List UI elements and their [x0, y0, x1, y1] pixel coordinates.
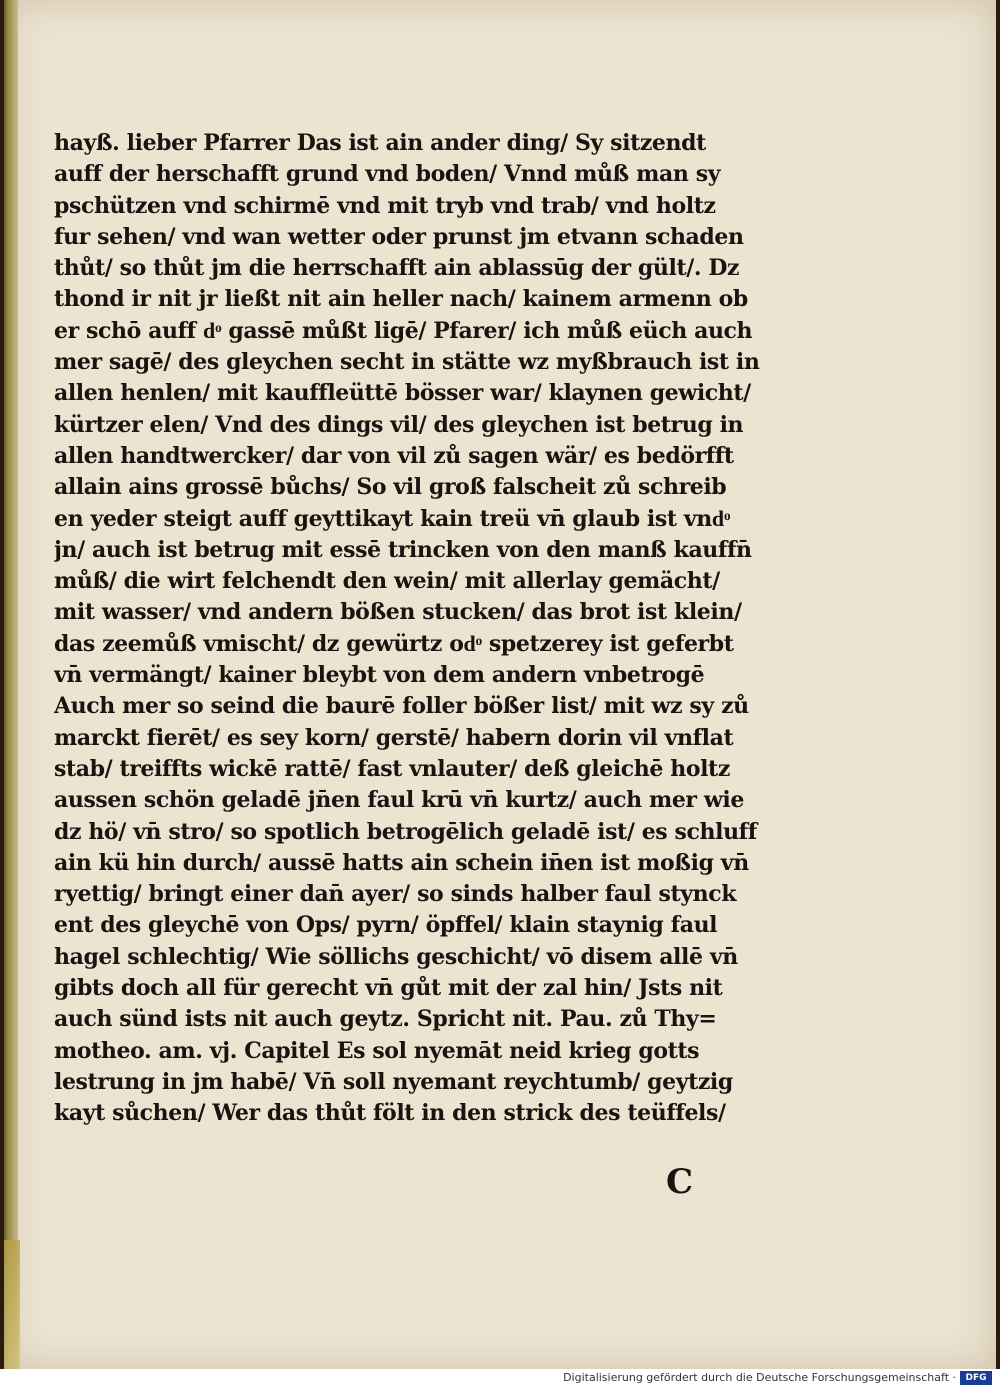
- text-line: kayt sůchen/ Wer das thůt fölt in den strick des teüffels/: [54, 1100, 726, 1127]
- text-line: thond ir nit jr ließt nit ain heller nach/ kainem armenn ob: [54, 286, 748, 313]
- text-line: auff der herschafft grund vnd boden/ Vnnd můß man sy: [54, 161, 721, 188]
- text-line: mit wasser/ vnd andern bößen stucken/ das brot ist klein/: [54, 599, 742, 626]
- text-line: das zeemůß vmischt/ dz gewürtz odͦ spetzerey ist geferbt: [54, 630, 734, 657]
- footer-credit: Digitalisierung gefördert durch die Deutsche Forschungsgemeinschaft ·: [563, 1371, 956, 1384]
- text-line: Auch mer so seind die baurē foller bößer list/ mit wz sy zů: [54, 693, 749, 720]
- text-line: marckt fierēt/ es sey korn/ gerstē/ habern dorin vil vnflat: [54, 724, 734, 751]
- scanned-page: [4, 0, 996, 1369]
- text-line: mer sagē/ des gleychen secht in stätte wz myßbrauch ist in: [54, 349, 760, 376]
- text-line: fur sehen/ vnd wan wetter oder prunst jm etvann schaden: [54, 223, 744, 250]
- text-line: thůt/ so thůt jm die herrschafft ain ablassūg der gült/. Dz: [54, 255, 740, 282]
- signature-mark: C: [666, 1162, 694, 1202]
- text-line: kürtzer elen/ Vnd des dings vil/ des gleychen ist betrug in: [54, 411, 744, 438]
- text-line: můß/ die wirt felchendt den wein/ mit allerlay gemächt/: [54, 568, 720, 595]
- dfg-logo: DFG: [960, 1371, 992, 1385]
- text-line: auch sünd ists nit auch geytz. Spricht nit. Pau. zů Thy=: [54, 1006, 717, 1033]
- text-line: motheo. am. vj. Capitel Es sol nyemāt neid krieg gotts: [54, 1037, 700, 1064]
- text-line: vn̄ vermängt/ kainer bleybt von dem andern vnbetrogē: [54, 662, 705, 689]
- text-line: hagel schlechtig/ Wie söllichs geschicht/ vō disem allē vn̄: [54, 943, 738, 970]
- text-line: allen henlen/ mit kauffleüttē bösser war/ klaynen gewicht/: [54, 380, 751, 407]
- gutter-stain: [4, 1240, 20, 1369]
- page-gutter: [4, 0, 18, 1369]
- text-line: gibts doch all für gerecht vn̄ gůt mit der zal hin/ Jsts nit: [54, 975, 723, 1002]
- text-line: jn/ auch ist betrug mit essē trincken von den manß kauffn̄: [54, 536, 752, 563]
- text-line: lestrung in jm habē/ Vn̄ soll nyemant reychtumb/ geytzig: [54, 1068, 733, 1095]
- text-line: aussen schön geladē jn̄en faul krū vn̄ kurtz/ auch mer wie: [54, 787, 744, 814]
- text-line: allain ains grossē bůchs/ So vil groß falscheit zů schreib: [54, 474, 727, 501]
- text-line: allen handtwercker/ dar von vil zů sagen wär/ es bedörfft: [54, 442, 734, 469]
- text-line: dz hö/ vn̄ stro/ so spotlich betrogēlich geladē ist/ es schluff: [54, 818, 757, 845]
- text-line: hayß. lieber Pfarrer Das ist ain ander ding/ Sy sitzendt: [54, 130, 706, 156]
- text-line: er schō auff dͦ gassē můßt ligē/ Pfarer/ ich můß eüch auch: [54, 317, 753, 344]
- text-line: ent des gleychē von Ops/ pyrn/ öpffel/ klain staynig faul: [54, 912, 718, 939]
- page-text-block: [54, 128, 794, 1130]
- text-line: pschützen vnd schirmē vnd mit tryb vnd trab/ vnd holtz: [54, 192, 716, 219]
- text-line: ain kü hin durch/ aussē hatts ain schein in̄en ist moßig vn̄: [54, 849, 749, 876]
- text-line: ryettig/ bringt einer dan̄ ayer/ so sinds halber faul stynck: [54, 881, 737, 908]
- text-line: en yeder steigt auff geyttikayt kain treü vn̄ glaub ist vndͦ: [54, 505, 731, 532]
- text-line: stab/ treiffts wickē rattē/ fast vnlauter/ deß gleichē holtz: [54, 755, 730, 782]
